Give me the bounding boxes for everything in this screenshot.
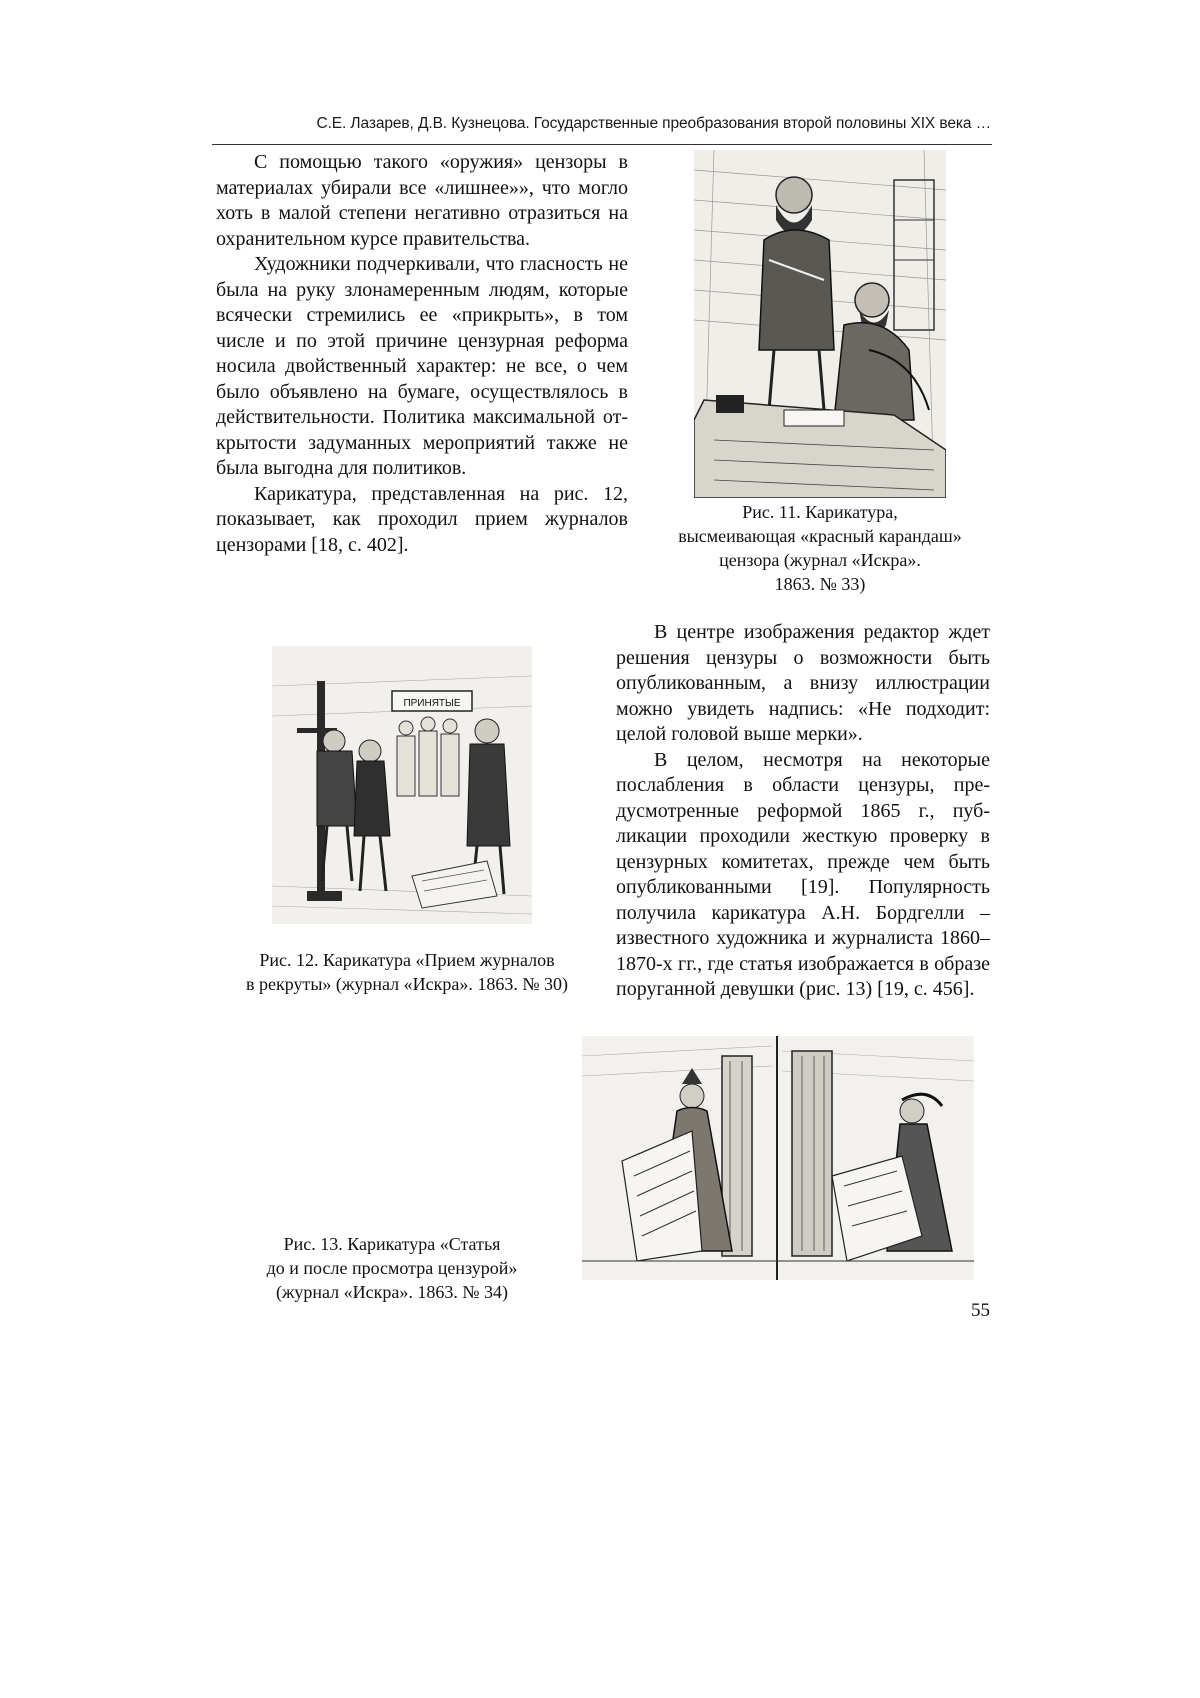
paragraph: Карикатура, представленная на рис. 12, показывает, как проходил прием журналов цензорами [18, с. 402]. <box>216 482 628 556</box>
caption-line: 1863. № 33) <box>774 574 866 594</box>
header-rule <box>212 144 992 145</box>
running-head: С.Е. Лазарев, Д.В. Кузнецова. Государственные преобразования второй половины XIX века … <box>316 115 991 132</box>
caption-line: Рис. 11. Карикатура, <box>742 502 898 522</box>
caption-line: Рис. 12. Карикатура «Прием журналов <box>259 950 555 970</box>
paragraph: В целом, несмотря на некоторые послабления в области цензуры, предусмотренные реформой 1865 г., публикации проходили жесткую проверку в цензурных комитетах, прежде чем быть опубликованными [19]. Популярность получила карикатура А.Н. Бордгелли – известного художника и журналиста 1860–1870-х гг., где статья изображается в образе поруганной девушки (рис. 13) [19, с. 456]. <box>616 748 990 1000</box>
page-number: 55 <box>971 1300 990 1321</box>
caption-line: в рекруты» (журнал «Искра». 1863. № 30) <box>245 974 569 994</box>
caricature-censor-drawing <box>694 150 946 498</box>
paragraph: С помощью такого «оружия» цензоры в материалах убирали все «лишнее»», что могло хоть в малой степени негативно отразиться на охранительном курсе правительства. <box>216 151 628 250</box>
caption-line: (журнал «Искра». 1863. № 34) <box>275 1282 509 1302</box>
figure-11-illustration <box>694 150 946 498</box>
paragraph: В центре изображения редактор ждет решения цензуры о возможности быть опубликованным, а внизу иллюстрации можно увидеть надпись: «Не подходит: целой головой выше мерки». <box>616 621 990 745</box>
caption-line: высмеивающая «красный карандаш» <box>678 526 962 546</box>
caption-line: до и после просмотра цензурой» <box>266 1258 518 1278</box>
figure-12-illustration <box>272 646 532 924</box>
paragraph: Художники подчеркивали, что гласность не была на руку злонамеренным людям, которые всячески стремились ее «прикрыть», в том числе и по этой причине цензурная реформа носила двойственный характер: не все, о чем было объявлено на бумаге, осуществлялось в действительности. Политика максимальной открытости задуманных мероприятий также не была выгодна для политиков. <box>216 253 628 479</box>
caricature-recruits-drawing <box>272 646 532 924</box>
left-column-text <box>216 150 628 558</box>
figure-13-illustration <box>582 1036 974 1280</box>
caption-line: цензора (журнал «Искра». <box>719 550 921 570</box>
figure-13-caption <box>222 1232 562 1304</box>
figure-11-caption <box>650 500 990 596</box>
caricature-article-drawing <box>582 1036 974 1280</box>
right-column-text <box>616 620 990 1003</box>
sign-label: ПРИНЯТЫЕ <box>403 698 461 709</box>
figure-12-caption <box>212 948 602 996</box>
caption-line: Рис. 13. Карикатура «Статья <box>283 1234 501 1254</box>
